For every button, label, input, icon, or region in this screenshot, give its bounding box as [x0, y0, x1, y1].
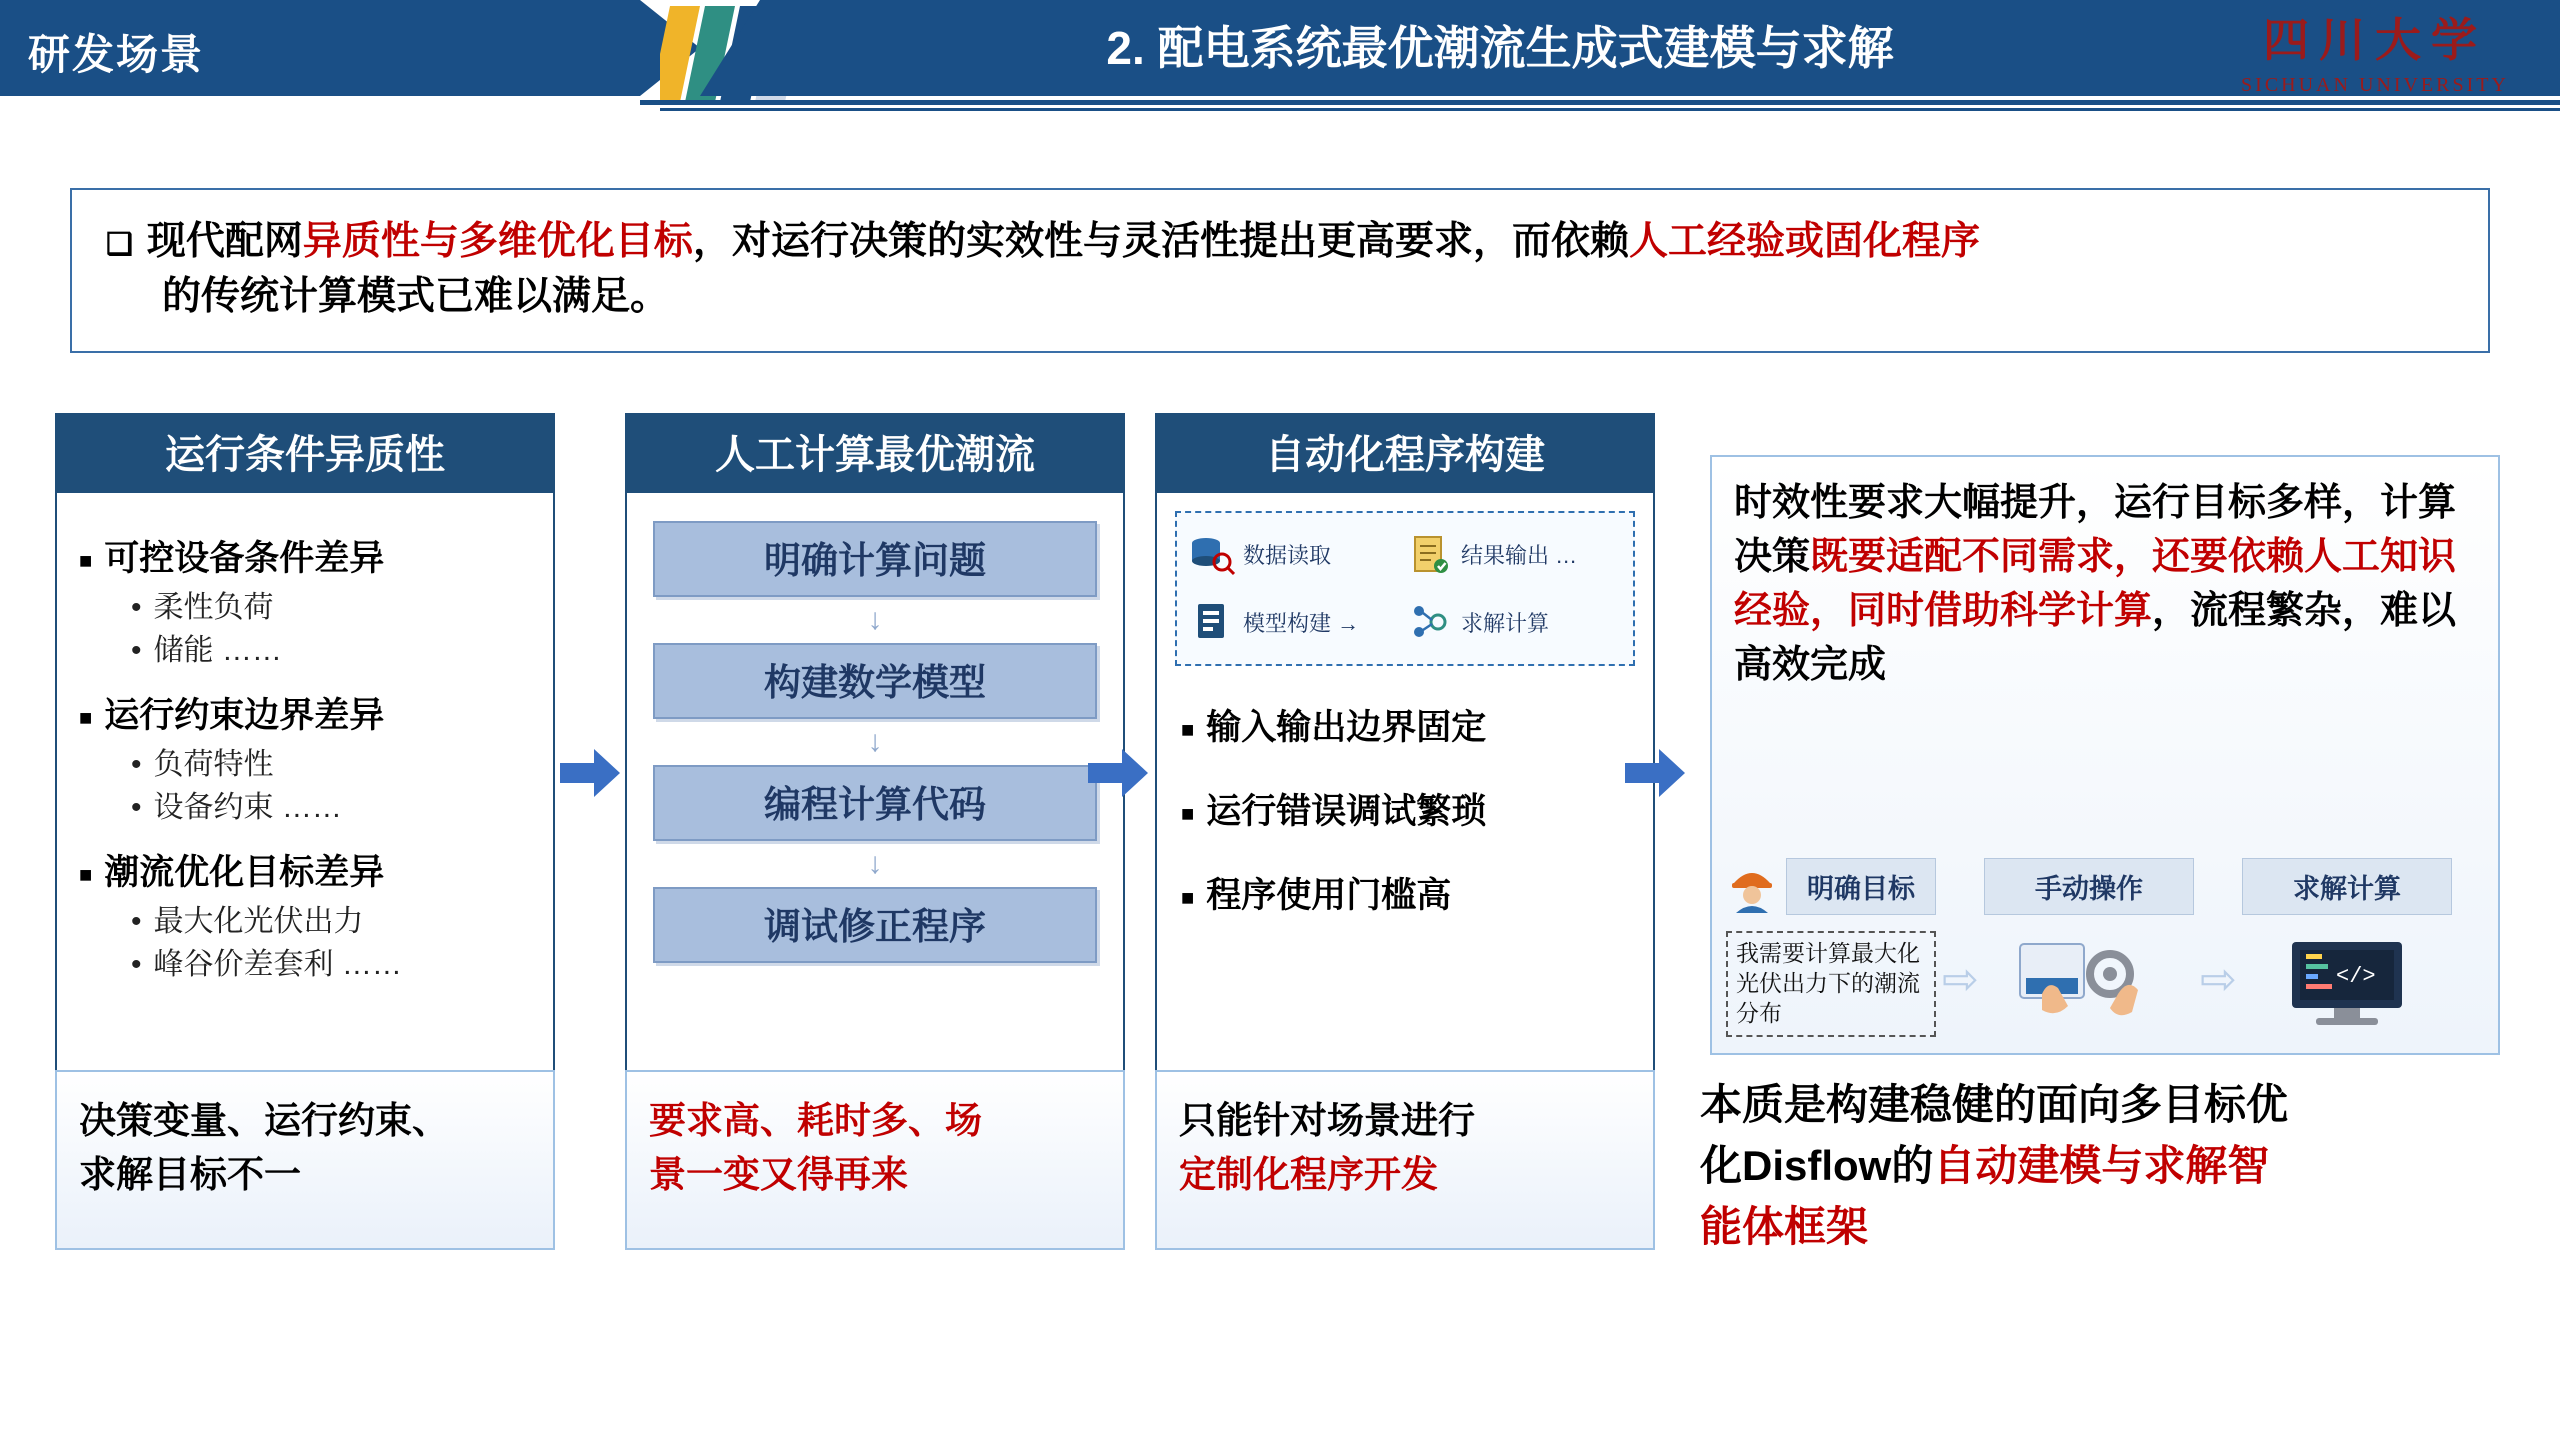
group2-item-1: • 负荷特性 [131, 748, 274, 782]
step-arrow-icon: ↓ [867, 847, 883, 880]
column3-bullet-3: ■ 程序使用门槛高 [1181, 876, 1452, 915]
column3-title: 自动化程序构建 [1155, 413, 1655, 493]
column3-bullet-2: ■ 运行错误调试繁琐 [1181, 792, 1487, 831]
column1-footer-box [55, 1070, 555, 1250]
flow-arrow-right-1: ⇨ [1942, 954, 1979, 1004]
column3-bullet-1: ■ 输入输出边界固定 [1181, 708, 1487, 747]
conclusion-line-3: 能体框架 [1700, 1202, 1869, 1250]
page-title: 2. 配电系统最优潮流生成式建模与求解 [1106, 22, 1894, 74]
mini-flow-cell-1 [1189, 523, 1403, 587]
square-bullet-icon: ■ [79, 547, 93, 573]
square-bullet-icon: ■ [1181, 800, 1195, 826]
dot-icon: • [131, 947, 142, 981]
document-icon [1407, 534, 1453, 576]
dot-icon: • [131, 633, 142, 667]
code-monitor-icon [2282, 936, 2412, 1032]
engineer-icon [1726, 861, 1778, 913]
flow-chip-2: 手动操作 [1984, 858, 2194, 915]
logo-english-name: SICHUAN UNIVERSITY [2241, 74, 2509, 96]
conclusion-line-2-highlight: 自动建模与求解智 [1933, 1141, 2270, 1189]
conclusion-line-1: 本质是构建稳健的面向多目标优 [1700, 1081, 2289, 1128]
group2-heading [79, 688, 533, 738]
column1-footer-line-1: 决策变量、运行约束、 [79, 1100, 449, 1141]
page-header [0, 0, 2560, 118]
conclusion-text [1700, 1075, 2520, 1258]
column-manual-computation [625, 413, 1125, 1078]
square-bullet-icon: ■ [1181, 884, 1195, 910]
step-4: 调试修正程序 [653, 887, 1097, 963]
mini-flow-cell-2 [1407, 523, 1621, 587]
column2-body [625, 493, 1125, 1078]
step-2: 构建数学模型 [653, 643, 1097, 719]
callout-line-1 [106, 214, 2458, 269]
flow-arrow-2 [1088, 745, 1148, 801]
group1-item-2: • 储能 …… [131, 633, 282, 667]
step-3: 编程计算代码 [653, 765, 1097, 841]
step-arrow-icon: ↓ [867, 603, 883, 636]
group2-heading-text: 运行约束边界差异 [104, 696, 385, 736]
scene-badge-label: 研发场景 [28, 31, 205, 78]
mini-flow-cell-4 [1407, 591, 1621, 655]
right-panel-text [1734, 477, 2476, 693]
right-summary-panel [1710, 455, 2500, 1055]
square-bullet-icon: ■ [1181, 716, 1195, 742]
column1-footer-line-2: 求解目标不一 [79, 1153, 301, 1195]
flow-arrow-1 [560, 745, 620, 801]
conclusion-line-2 [1700, 1136, 2520, 1197]
university-logo [2210, 4, 2540, 112]
column-automated-program [1155, 413, 1655, 1078]
gear-network-icon [1407, 601, 1453, 643]
group1-heading [79, 531, 533, 581]
column3-footer-line-2: 定制化程序开发 [1179, 1153, 1438, 1195]
group3-heading-text: 潮流优化目标差异 [104, 853, 385, 893]
group1-heading-text: 可控设备条件差异 [104, 539, 385, 578]
right-panel-flow [1712, 858, 2498, 1037]
right-text-b: ，流程繁杂，难以高效完成 [1734, 589, 2457, 686]
summary-callout [70, 188, 2490, 353]
right-text-highlight: 既要适配不同需求，还要依赖人工知识经验，同时借助科学计算 [1734, 535, 2457, 632]
column2-title: 人工计算最优潮流 [625, 413, 1125, 493]
flow-arrow-3 [1625, 745, 1685, 801]
mini-flow-cell-3 [1189, 591, 1403, 655]
step-arrow-icon: ↓ [867, 725, 883, 758]
group3-item-1: • 最大化光伏出力 [131, 905, 364, 939]
column3-footer-box [1155, 1070, 1655, 1250]
hand-gear-icon [2014, 936, 2164, 1032]
dot-icon: • [131, 905, 142, 939]
column2-footer-box [625, 1070, 1125, 1250]
mini-flow-label-3: 模型构建 → [1243, 610, 1360, 636]
flow-chip-1: 明确目标 [1786, 858, 1936, 915]
svg-text:</>: </> [2336, 964, 2376, 990]
dot-icon: • [131, 748, 142, 782]
callout-highlight-1: 异质性与多维优化目标 [302, 220, 693, 263]
logo-chinese-name: 四川大学 [2263, 15, 2487, 66]
right-text-a: 时效性要求大幅提升，运行目标多样，计算决策 [1734, 482, 2457, 578]
flow-arrow-right-2: ⇨ [2200, 954, 2237, 1004]
column1-title: 运行条件异质性 [55, 413, 555, 493]
dot-icon: • [131, 591, 142, 624]
column-operating-conditions [55, 413, 555, 1078]
callout-line-2: 的传统计算模式已难以满足。 [162, 275, 670, 319]
column2-footer-line-2: 景一变又得再来 [649, 1153, 908, 1195]
callout-bullet-icon: ❑ [106, 228, 133, 261]
mini-flow-label-2: 结果输出 … [1461, 543, 1578, 569]
mini-flow-diagram [1175, 511, 1635, 666]
column3-footer-line-1: 只能针对场景进行 [1179, 1100, 1475, 1141]
code-monitor-illustration [2242, 936, 2452, 1032]
mini-flow-label-1: 数据读取 [1243, 543, 1332, 569]
group3-heading [79, 845, 533, 895]
speech-bubble: 我需要计算最大化光伏出力下的潮流分布 [1726, 931, 1936, 1037]
column3-body [1155, 493, 1655, 1078]
square-bullet-icon: ■ [79, 862, 93, 888]
dot-icon: • [131, 790, 142, 824]
step-1: 明确计算问题 [653, 521, 1097, 597]
flow-chip-3: 求解计算 [2242, 858, 2452, 915]
square-bullet-icon: ■ [79, 704, 93, 730]
group3-item-2: • 峰谷价差套利 …… [131, 947, 402, 981]
hand-gear-illustration [1984, 936, 2194, 1032]
flow-step-1-header [1726, 858, 1936, 915]
mini-flow-label-4: 求解计算 [1461, 610, 1550, 636]
database-icon [1189, 534, 1235, 576]
callout-text-b: ，对运行决策的实效性与灵活性提出更高要求，而依赖 [692, 220, 1629, 263]
conclusion-line-2-a: 化Disflow的 [1700, 1141, 1934, 1189]
file-model-icon [1189, 601, 1235, 643]
callout-highlight-2: 人工经验或固化程序 [1628, 220, 1980, 263]
column1-body [55, 493, 555, 1078]
group1-item-1: • 柔性负荷 [131, 591, 274, 624]
column2-footer-line-1: 要求高、耗时多、场 [649, 1100, 982, 1141]
group2-item-2: • 设备约束 …… [131, 790, 342, 824]
callout-text-a: 现代配网 [146, 220, 303, 263]
